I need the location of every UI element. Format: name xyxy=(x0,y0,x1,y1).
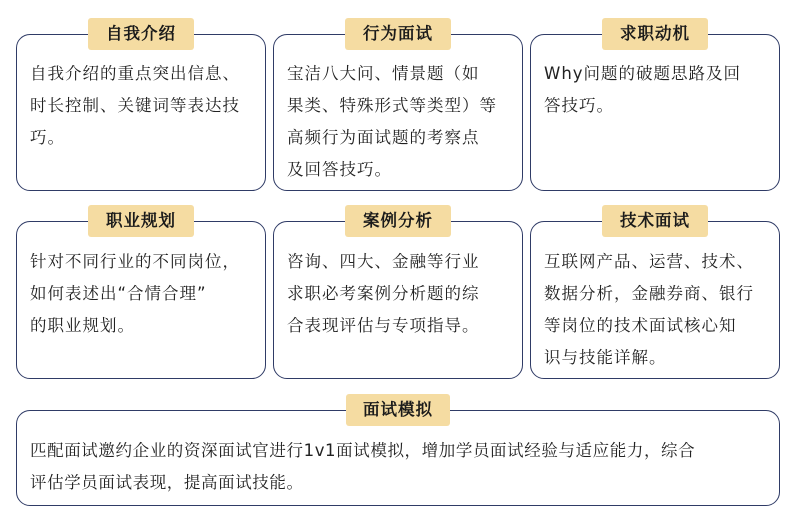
card-title: 案例分析 xyxy=(345,205,451,237)
card-title: 求职动机 xyxy=(602,18,708,50)
card-description xyxy=(544,246,770,374)
card-title: 自我介绍 xyxy=(88,18,194,50)
text-line: 咨询、四大、金融等行业 xyxy=(287,252,480,271)
text-line: 合表现评估与专项指导。 xyxy=(287,316,480,335)
card-description xyxy=(30,435,770,499)
card-description xyxy=(30,246,256,342)
text-line: 高频行为面试题的考察点 xyxy=(287,128,480,147)
text-line: 针对不同行业的不同岗位， xyxy=(30,252,240,271)
text-line: 求职必考案例分析题的综 xyxy=(287,284,480,303)
text-line: 答技巧。 xyxy=(544,96,614,115)
card-title: 面试模拟 xyxy=(346,394,450,426)
text-line: 等岗位的技术面试核心知 xyxy=(544,316,737,335)
card-description xyxy=(287,246,513,342)
text-line: 宝洁八大问、情景题（如 xyxy=(287,64,480,83)
card-description xyxy=(287,58,513,186)
card-title: 职业规划 xyxy=(88,205,194,237)
text-line: 时长控制、关键词等表达技 xyxy=(30,96,240,115)
text-line: 及回答技巧。 xyxy=(287,160,392,179)
text-line: 的职业规划。 xyxy=(30,316,135,335)
card-description xyxy=(30,58,256,154)
text-line: 识与技能详解。 xyxy=(544,348,667,367)
card-description xyxy=(544,58,770,122)
text-line: 互联网产品、运营、技术、 xyxy=(544,252,754,271)
text-line: Why问题的破题思路及回 xyxy=(544,64,742,83)
text-line: 匹配面试邀约企业的资深面试官进行1v1面试模拟，增加学员面试经验与适应能力，综合 xyxy=(30,441,696,460)
card-title: 行为面试 xyxy=(345,18,451,50)
card-title: 技术面试 xyxy=(602,205,708,237)
text-line: 巧。 xyxy=(30,128,65,147)
text-line: 评估学员面试表现，提高面试技能。 xyxy=(30,473,304,492)
text-line: 自我介绍的重点突出信息、 xyxy=(30,64,240,83)
text-line: 数据分析，金融券商、银行 xyxy=(544,284,754,303)
text-line: 果类、特殊形式等类型）等 xyxy=(287,96,497,115)
text-line: 如何表述出“合情合理” xyxy=(30,284,207,303)
